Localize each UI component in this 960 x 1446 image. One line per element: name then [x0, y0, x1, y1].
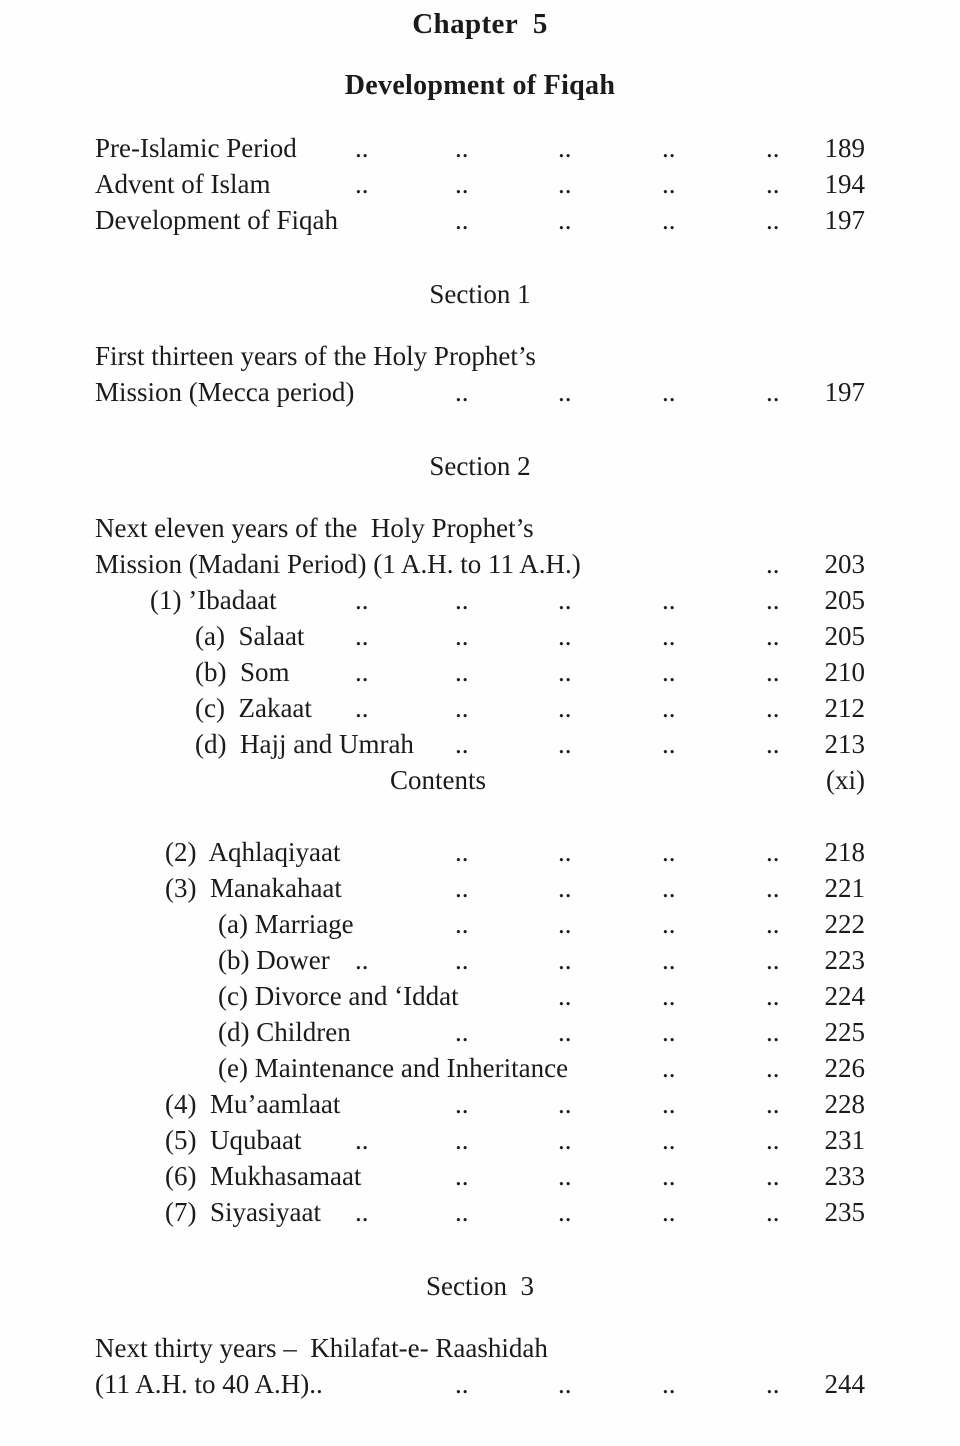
leader-dots: .. [355, 657, 369, 687]
leader-dots: .. [766, 133, 780, 163]
toc-entry-label: (b) Som [195, 657, 290, 687]
leader-dots: .. [455, 1089, 469, 1119]
toc-entry-label: (11 A.H. to 40 A.H).. [95, 1369, 323, 1399]
toc-entry [95, 870, 865, 906]
leader-dots: .. [558, 657, 572, 687]
toc-entry-label: (7) Siyasiyaat [165, 1197, 321, 1227]
toc-entry-page-number: 244 [824, 1369, 865, 1399]
toc-entry [95, 130, 865, 166]
leader-dots: .. [558, 133, 572, 163]
toc-entry-label: (d) Children [218, 1017, 351, 1047]
leader-dots: .. [455, 585, 469, 615]
toc-entry-page-number: 224 [824, 981, 865, 1011]
leader-dots: .. [766, 981, 780, 1011]
toc-entry [95, 338, 865, 374]
toc-entry-label: (e) Maintenance and Inheritance [218, 1053, 569, 1083]
footer-page-number: (xi) [826, 765, 865, 795]
toc-entry-label: Mission (Mecca period) [95, 377, 355, 407]
leader-dots: .. [355, 585, 369, 615]
toc-entry [95, 1050, 865, 1086]
toc-entry-label: (c) Divorce and ‘Iddat [218, 981, 459, 1011]
leader-dots: .. [355, 133, 369, 163]
leader-dots: .. [662, 169, 676, 199]
leader-dots: .. [455, 377, 469, 407]
toc-entry [95, 1122, 865, 1158]
toc-entry-page-number: 194 [824, 169, 865, 199]
toc-entry [95, 510, 865, 546]
leader-dots: .. [558, 169, 572, 199]
leader-dots: .. [355, 621, 369, 651]
leader-dots: .. [662, 621, 676, 651]
toc-entry [95, 166, 865, 202]
leader-dots: .. [766, 693, 780, 723]
leader-dots: .. [766, 1089, 780, 1119]
toc-entry [95, 374, 865, 410]
leader-dots: .. [766, 1161, 780, 1191]
leader-dots: .. [766, 1197, 780, 1227]
leader-dots: .. [662, 377, 676, 407]
toc-entry-label: (c) Zakaat [195, 693, 312, 723]
toc-entry [95, 834, 865, 870]
leader-dots: .. [662, 1197, 676, 1227]
leader-dots: .. [558, 1197, 572, 1227]
leader-dots: .. [662, 837, 676, 867]
toc-entry-page-number: 213 [824, 729, 865, 759]
toc-entry [95, 1330, 865, 1366]
leader-dots: .. [455, 1197, 469, 1227]
leader-dots: .. [766, 945, 780, 975]
leader-dots: .. [455, 657, 469, 687]
table-of-contents [95, 130, 865, 1402]
section-heading [95, 1268, 865, 1304]
leader-dots: .. [766, 621, 780, 651]
toc-entry [95, 202, 865, 238]
toc-entry [95, 978, 865, 1014]
leader-dots: .. [558, 693, 572, 723]
leader-dots: .. [455, 1369, 469, 1399]
leader-dots: .. [558, 1161, 572, 1191]
toc-entry [95, 1158, 865, 1194]
toc-entry-label: First thirteen years of the Holy Prophet’s [95, 341, 536, 371]
leader-dots: .. [455, 729, 469, 759]
toc-entry-page-number: 233 [824, 1161, 865, 1191]
leader-dots: .. [558, 837, 572, 867]
chapter-title: Development of Fiqah [344, 70, 616, 101]
leader-dots: .. [455, 133, 469, 163]
leader-dots: .. [558, 945, 572, 975]
leader-dots: .. [455, 1017, 469, 1047]
leader-dots: .. [766, 1053, 780, 1083]
toc-entry [95, 726, 865, 762]
toc-entry-page-number: 221 [824, 873, 865, 903]
leader-dots: .. [355, 945, 369, 975]
section-heading-label: Section 2 [429, 451, 531, 481]
toc-entry-page-number: 223 [824, 945, 865, 975]
toc-entry [95, 690, 865, 726]
toc-entry-page-number: 197 [824, 377, 865, 407]
toc-entry-page-number: 235 [824, 1197, 865, 1227]
leader-dots: .. [766, 205, 780, 235]
leader-dots: .. [355, 693, 369, 723]
leader-dots: .. [662, 1017, 676, 1047]
leader-dots: .. [766, 169, 780, 199]
toc-entry-label: (3) Manakahaat [165, 873, 342, 903]
toc-entry-label: Development of Fiqah [95, 205, 338, 235]
page-footer [95, 762, 865, 798]
leader-dots: .. [455, 873, 469, 903]
leader-dots: .. [662, 909, 676, 939]
toc-entry-label: Next eleven years of the Holy Prophet’s [95, 513, 534, 543]
toc-entry-page-number: 225 [824, 1017, 865, 1047]
toc-entry-page-number: 210 [824, 657, 865, 687]
chapter-heading: Chapter 5 [412, 8, 548, 40]
toc-entry [95, 1194, 865, 1230]
leader-dots: .. [662, 133, 676, 163]
toc-entry-label: Pre-Islamic Period [95, 133, 297, 163]
toc-entry-page-number: 218 [824, 837, 865, 867]
toc-entry [95, 618, 865, 654]
leader-dots: .. [558, 873, 572, 903]
section-heading-label: Section 3 [426, 1271, 534, 1301]
toc-entry [95, 582, 865, 618]
toc-entry-page-number: 189 [824, 133, 865, 163]
toc-entry-page-number: 205 [824, 621, 865, 651]
leader-dots: .. [455, 837, 469, 867]
toc-entry [95, 654, 865, 690]
leader-dots: .. [662, 585, 676, 615]
toc-entry-label: (a) Salaat [195, 621, 305, 651]
toc-entry [95, 906, 865, 942]
leader-dots: .. [455, 1125, 469, 1155]
leader-dots: .. [662, 945, 676, 975]
leader-dots: .. [766, 657, 780, 687]
leader-dots: .. [558, 909, 572, 939]
toc-entry-page-number: 197 [824, 205, 865, 235]
toc-entry-page-number: 226 [824, 1053, 865, 1083]
section-heading [95, 276, 865, 312]
leader-dots: .. [558, 621, 572, 651]
leader-dots: .. [766, 909, 780, 939]
leader-dots: .. [455, 205, 469, 235]
leader-dots: .. [455, 693, 469, 723]
toc-entry-label: (1) ’Ibadaat [150, 585, 277, 615]
leader-dots: .. [558, 1089, 572, 1119]
leader-dots: .. [766, 1125, 780, 1155]
leader-dots: .. [662, 1053, 676, 1083]
leader-dots: .. [355, 1197, 369, 1227]
leader-dots: .. [662, 1125, 676, 1155]
toc-entry-page-number: 231 [824, 1125, 865, 1155]
leader-dots: .. [662, 729, 676, 759]
leader-dots: .. [662, 1089, 676, 1119]
leader-dots: .. [662, 1161, 676, 1191]
leader-dots: .. [455, 169, 469, 199]
leader-dots: .. [558, 981, 572, 1011]
leader-dots: .. [558, 1369, 572, 1399]
leader-dots: .. [558, 1017, 572, 1047]
footer-title: Contents [390, 765, 487, 795]
leader-dots: .. [766, 549, 780, 579]
leader-dots: .. [662, 981, 676, 1011]
section-heading-label: Section 1 [429, 279, 531, 309]
leader-dots: .. [455, 945, 469, 975]
toc-entry [95, 1014, 865, 1050]
leader-dots: .. [558, 729, 572, 759]
toc-entry-label: (a) Marriage [218, 909, 354, 939]
leader-dots: .. [455, 909, 469, 939]
toc-entry-label: (4) Mu’aamlaat [165, 1089, 341, 1119]
toc-entry-label: (6) Mukhasamaat [165, 1161, 362, 1191]
leader-dots: .. [766, 729, 780, 759]
leader-dots: .. [766, 837, 780, 867]
toc-entry-label: (5) Uqubaat [165, 1125, 302, 1155]
toc-entry [95, 942, 865, 978]
toc-entry-label: (b) Dower [218, 945, 330, 975]
section-heading [95, 448, 865, 484]
leader-dots: .. [662, 657, 676, 687]
leader-dots: .. [558, 205, 572, 235]
toc-entry [95, 1366, 865, 1402]
toc-entry [95, 546, 865, 582]
leader-dots: .. [455, 1161, 469, 1191]
toc-entry-page-number: 212 [824, 693, 865, 723]
toc-entry-page-number: 203 [824, 549, 865, 579]
leader-dots: .. [766, 585, 780, 615]
leader-dots: .. [558, 585, 572, 615]
leader-dots: .. [558, 377, 572, 407]
leader-dots: .. [662, 205, 676, 235]
leader-dots: .. [766, 377, 780, 407]
toc-entry-page-number: 228 [824, 1089, 865, 1119]
leader-dots: .. [355, 1125, 369, 1155]
toc-entry [95, 1086, 865, 1122]
leader-dots: .. [662, 1369, 676, 1399]
leader-dots: .. [355, 169, 369, 199]
toc-entry-label: Advent of Islam [95, 169, 271, 199]
toc-entry-label: (d) Hajj and Umrah [195, 729, 414, 759]
leader-dots: .. [766, 1017, 780, 1047]
toc-entry-label: Next thirty years – Khilafat-e- Raashidah [95, 1333, 548, 1363]
toc-entry-page-number: 222 [824, 909, 865, 939]
leader-dots: .. [766, 873, 780, 903]
leader-dots: .. [662, 693, 676, 723]
leader-dots: .. [766, 1369, 780, 1399]
toc-entry-label: (2) Aqhlaqiyaat [165, 837, 341, 867]
leader-dots: .. [662, 873, 676, 903]
leader-dots: .. [455, 621, 469, 651]
toc-entry-label: Mission (Madani Period) (1 A.H. to 11 A.H.) [95, 549, 581, 579]
toc-entry-page-number: 205 [824, 585, 865, 615]
leader-dots: .. [558, 1125, 572, 1155]
